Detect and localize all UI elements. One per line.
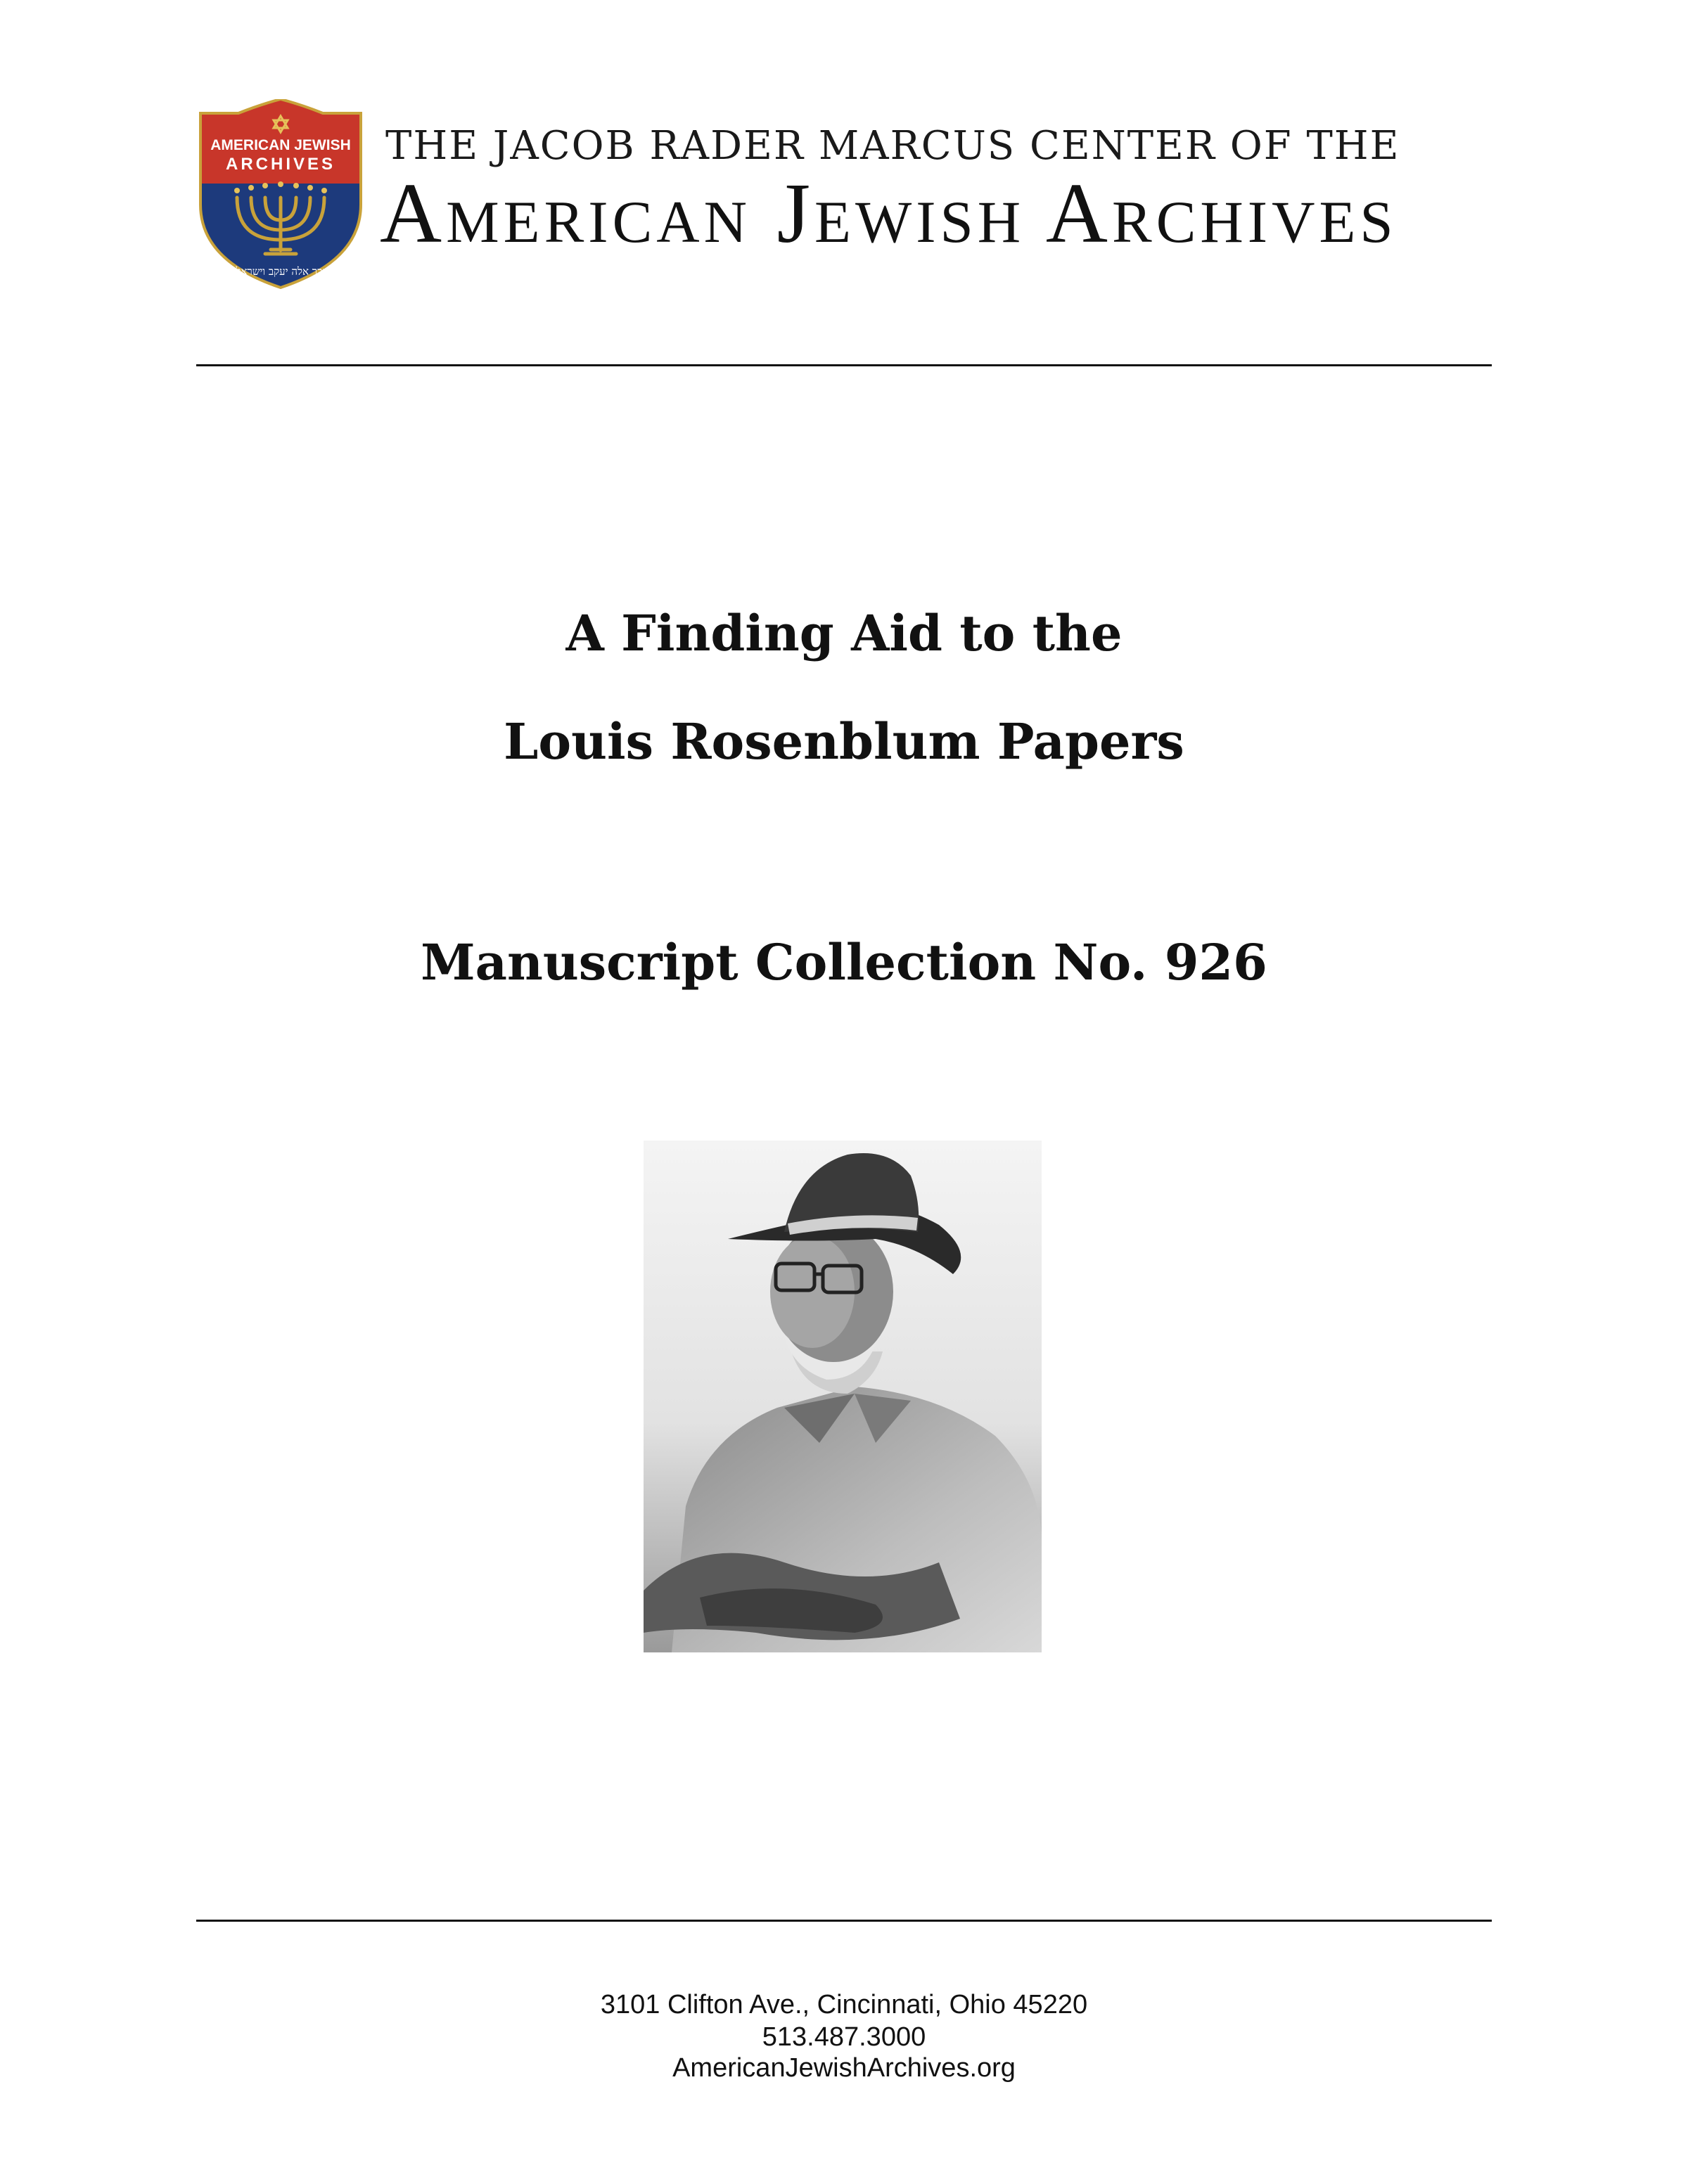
document-title-line-1: A Finding Aid to the [565, 604, 1123, 662]
collection-number: Manuscript Collection No. 926 [421, 933, 1267, 991]
document-title-line-2: Louis Rosenblum Papers [504, 712, 1184, 771]
footer-divider [196, 1920, 1492, 1922]
masthead-title: American Jewish Archives [380, 166, 1398, 261]
footer-website-link[interactable]: AmericanJewishArchives.org [672, 2053, 1016, 2083]
portrait-photo [644, 1141, 1042, 1652]
masthead-subtitle: THE JACOB RADER MARCUS CENTER OF THE [385, 123, 1400, 169]
header-divider [196, 364, 1492, 366]
seal-text-bottom: ARCHIVES [225, 155, 336, 174]
american-jewish-archives-seal-logo [196, 99, 365, 289]
seal-hebrew-motto: זכר אלה יעקב וישראל [236, 265, 326, 278]
footer-phone: 513.487.3000 [762, 2022, 926, 2052]
footer-address: 3101 Clifton Ave., Cincinnati, Ohio 45220 [600, 1990, 1088, 2019]
seal-text-top: AMERICAN JEWISH [210, 137, 351, 153]
